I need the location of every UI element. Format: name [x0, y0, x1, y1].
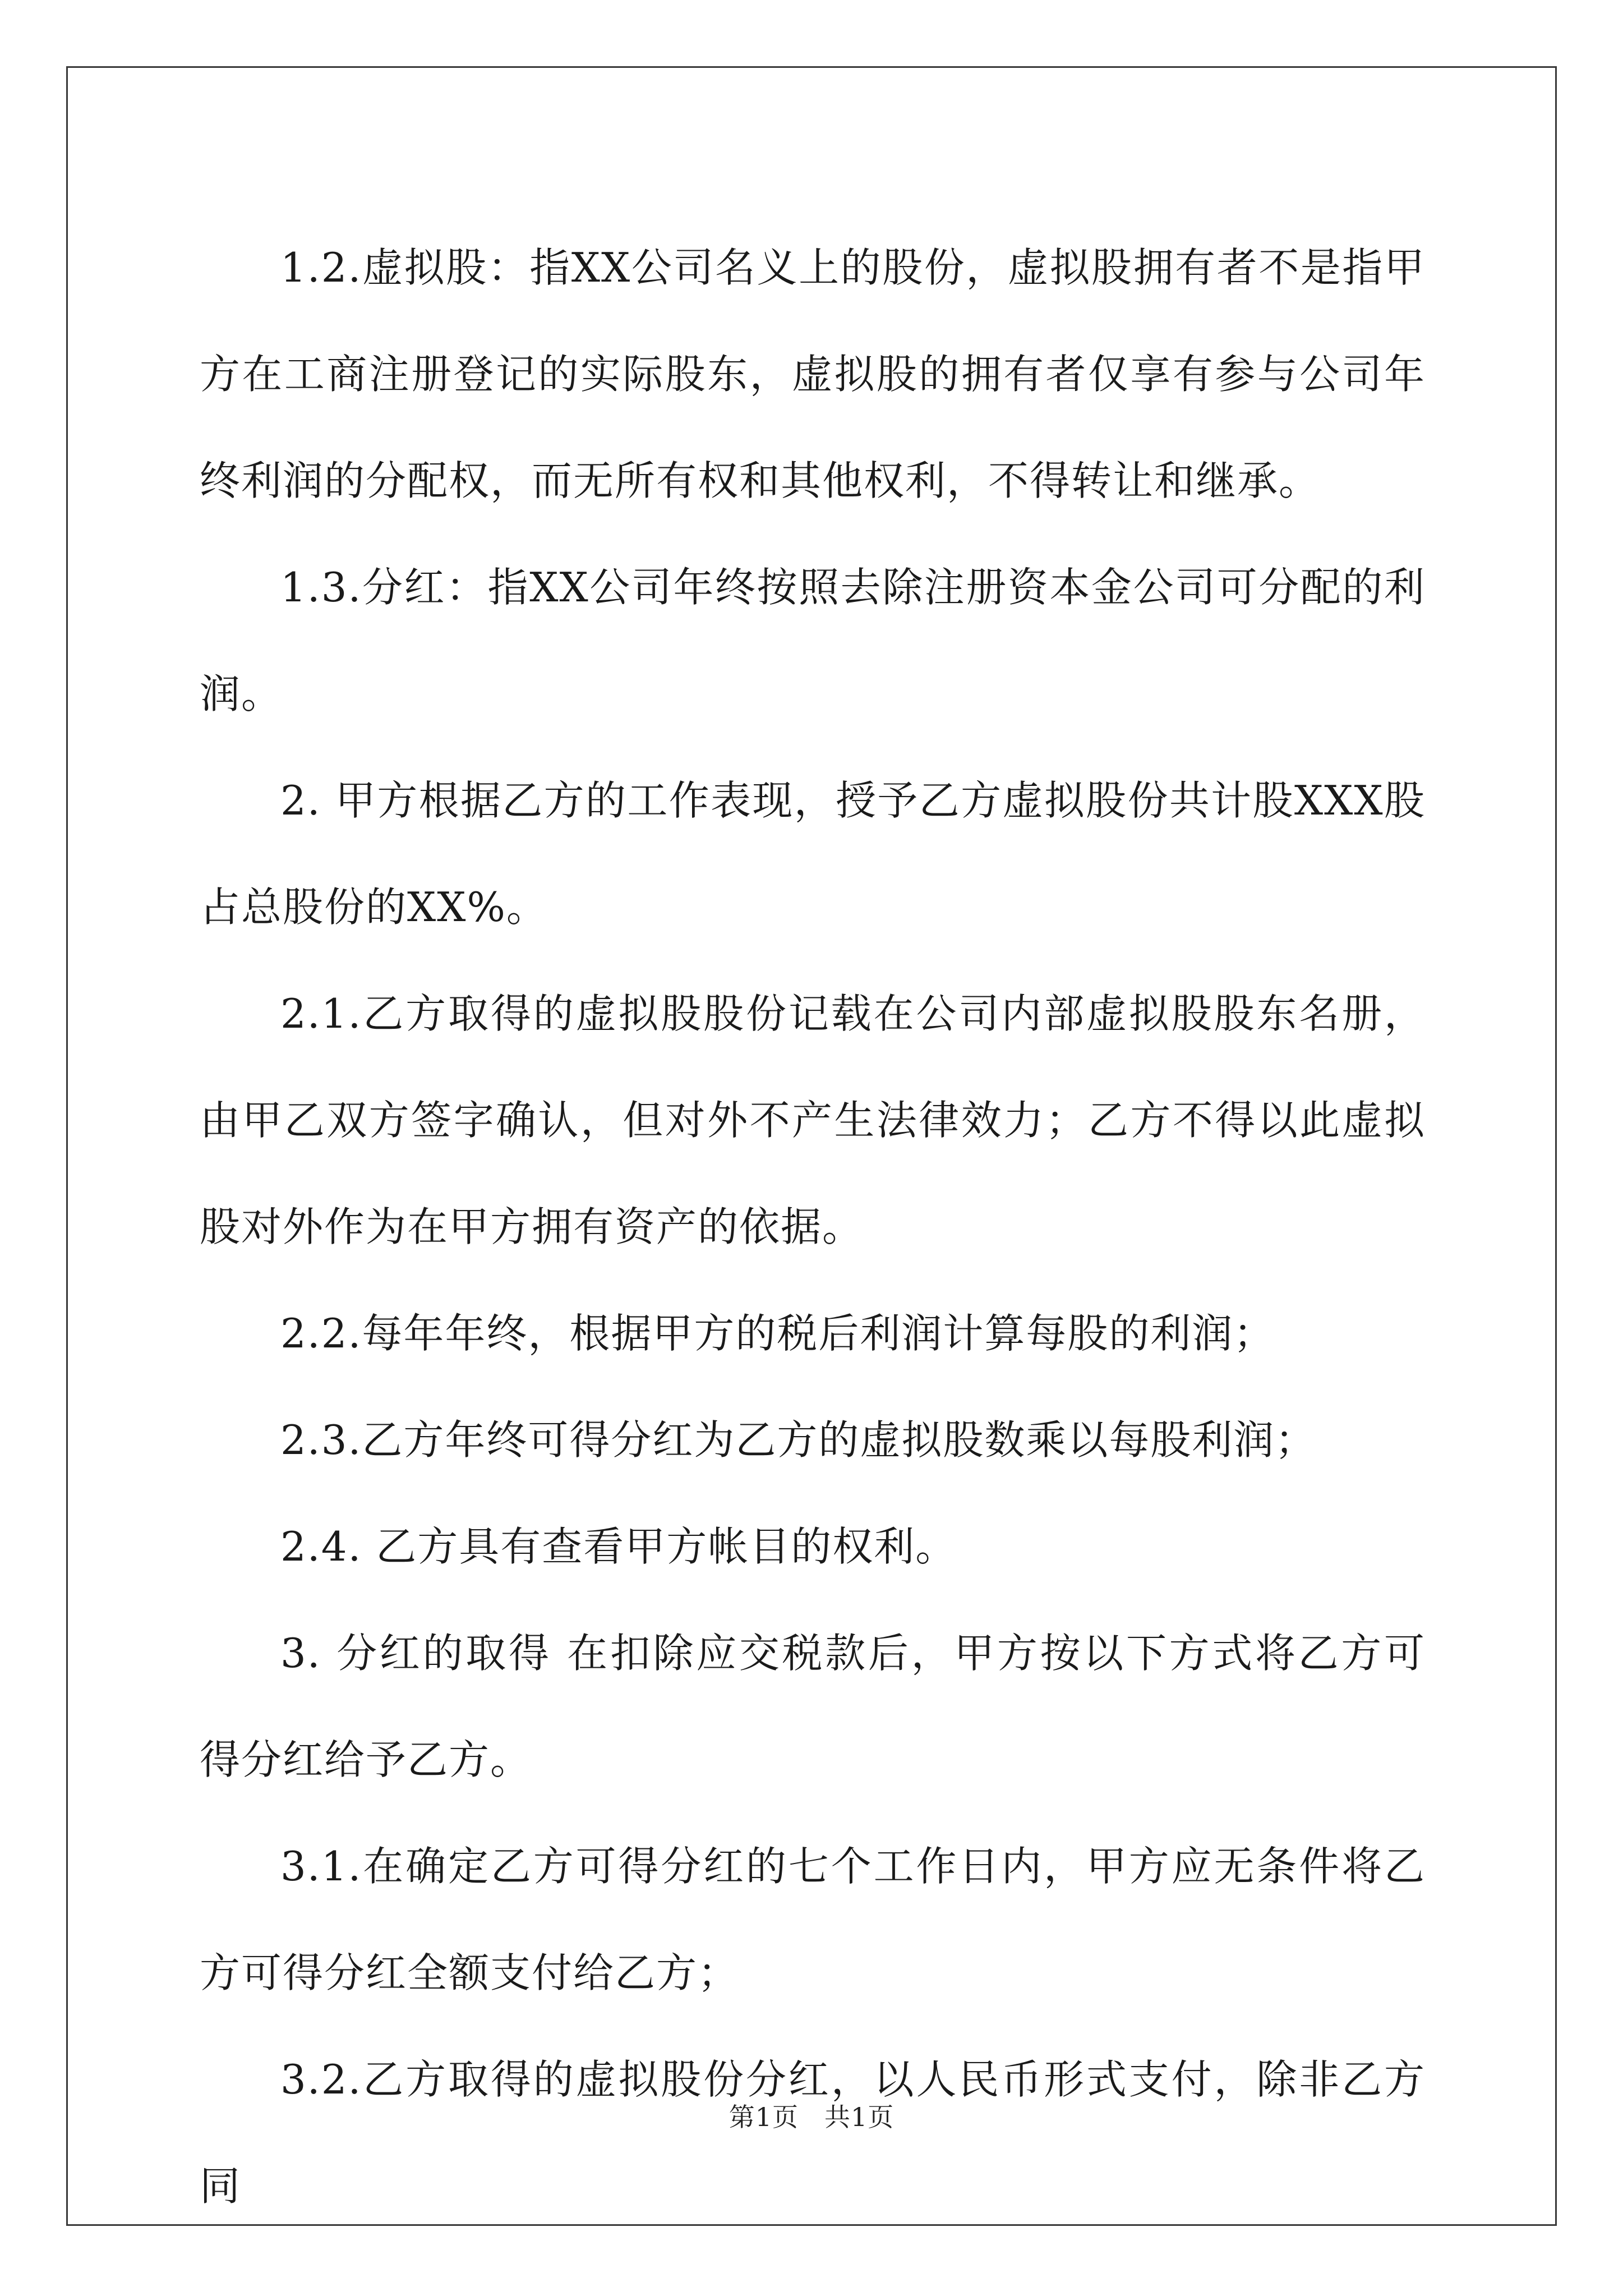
- paragraph-2-3: 2.3.乙方年终可得分红为乙方的虚拟股数乘以每股利润；: [280, 1416, 1317, 1464]
- page-total: 共1页: [824, 2102, 895, 2132]
- paragraph-1-2: 1.2.虚拟股：指XX公司名义上的股份，虚拟股拥有者不是指甲方在工商注册登记的实际股东，虚拟股的拥有者仅享有参与公司年终利润的分配权，而无所有权和其他权利，不得转让和继承。: [200, 244, 1426, 504]
- page-number: 第1页: [728, 2102, 799, 2132]
- paragraph-2-1: 2.1.乙方取得的虚拟股股份记载在公司内部虚拟股股东名册，由甲乙双方签字确认，但对外不产生法律效力；乙方不得以此虚拟股对外作为在甲方拥有资产的依据。: [200, 990, 1426, 1250]
- paragraph-3-1: 3.1.在确定乙方可得分红的七个工作日内，甲方应无条件将乙方可得分红全额支付给乙方；: [200, 1843, 1426, 1996]
- document-body: [200, 214, 1426, 2239]
- page-footer: [0, 2097, 1623, 2134]
- paragraph-2-2: 2.2.每年年终，根据甲方的税后利润计算每股的利润；: [280, 1310, 1275, 1357]
- paragraph-1-3: 1.3.分红：指XX公司年终按照去除注册资本金公司可分配的利润。: [200, 564, 1426, 717]
- paragraph-2: 2. 甲方根据乙方的工作表现，授予乙方虚拟股份共计股XXX股占总股份的XX%。: [200, 777, 1426, 931]
- paragraph-3: 3. 分红的取得 在扣除应交税款后，甲方按以下方式将乙方可得分红给予乙方。: [200, 1630, 1426, 1783]
- paragraph-3-2: 3.2.乙方取得的虚拟股份分红，以人民币形式支付，除非乙方同: [200, 2056, 1426, 2210]
- paragraph-2-4: 2.4. 乙方具有查看甲方帐目的权利。: [280, 1523, 957, 1570]
